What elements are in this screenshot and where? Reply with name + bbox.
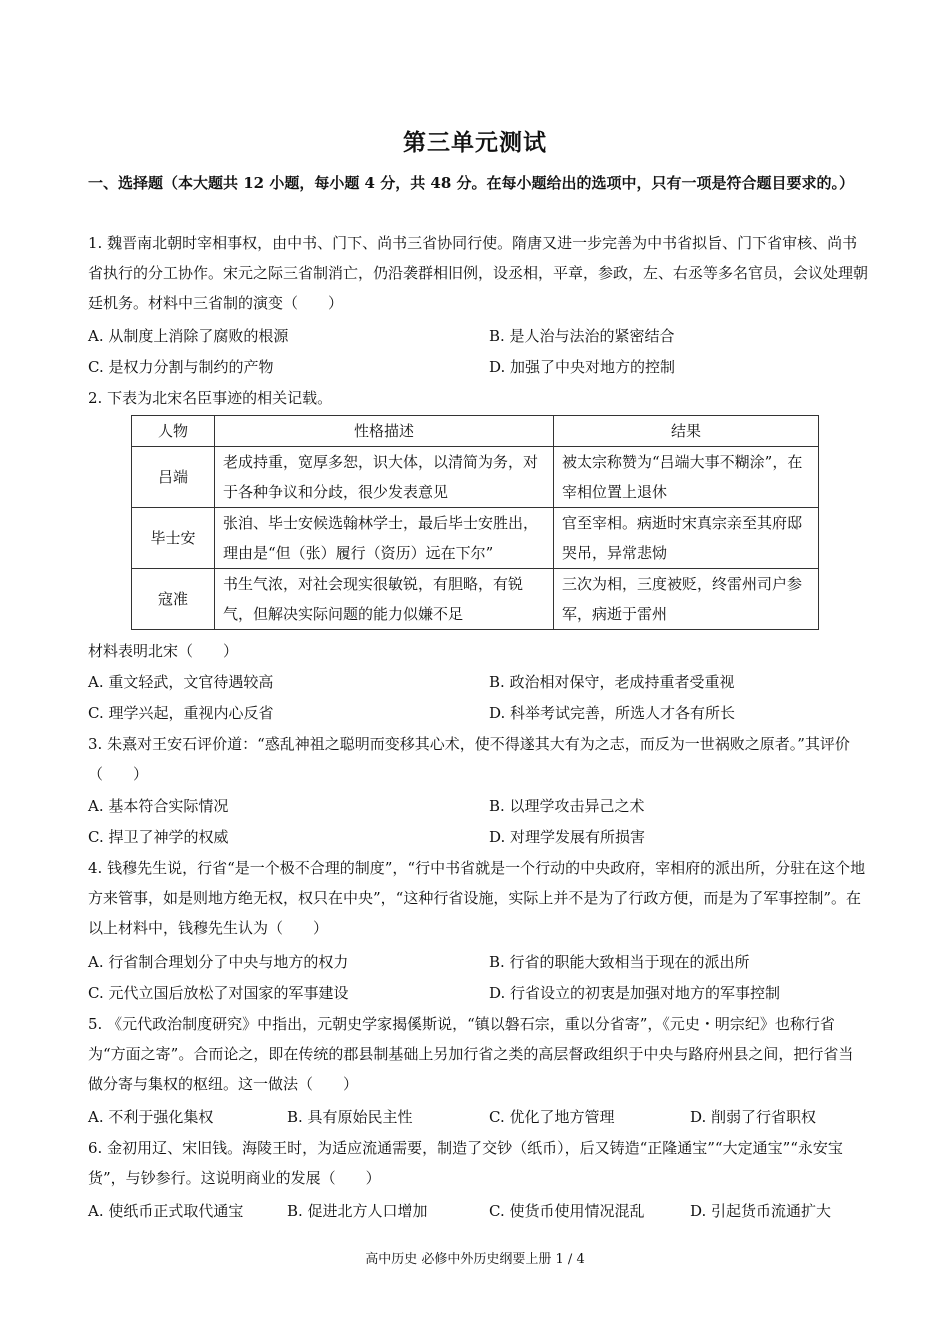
- table-cell-description: 张洎、毕士安候选翰林学士，最后毕士安胜出，理由是“但（张）履行（资历）远在下尔”: [215, 508, 554, 569]
- table-cell-result: 官至宰相。病逝时宋真宗亲至其府邸哭吊，异常悲恸: [554, 508, 819, 569]
- question-2-option-a: A. 重文轻武，文官待遇较高: [88, 673, 274, 691]
- table-row: [132, 447, 819, 508]
- question-5-option-a: A. 不利于强化集权: [88, 1108, 214, 1126]
- question-2-table: [131, 415, 819, 630]
- question-3-option-b: B. 以理学攻击异己之术: [489, 797, 645, 815]
- question-6-option-b: B. 促进北方人口增加: [287, 1202, 428, 1220]
- question-1-option-b: B. 是人治与法治的紧密结合: [489, 327, 675, 345]
- question-3-option-d: D. 对理学发展有所损害: [489, 828, 646, 846]
- table-header-row: [132, 416, 819, 447]
- table-header-cell: 结果: [554, 416, 819, 447]
- question-4-stem: 4. 钱穆先生说，行省“是一个极不合理的制度”，“行中书省就是一个行动的中央政府，宰相府的派出所，分驻在这个地方来管事，如是则地方绝无权，权只在中央”，“这种行省设施，实际上并不是为了行政方便，而是为了军事控制”。在以上材料中，钱穆先生认为（ ）: [88, 859, 866, 937]
- question-4-option-c: C. 元代立国后放松了对国家的军事建设: [88, 984, 349, 1002]
- question-3-option-c: C. 捍卫了神学的权威: [88, 828, 229, 846]
- table-row: [132, 569, 819, 630]
- page-title: 第三单元测试: [403, 129, 547, 156]
- table-header-cell: 性格描述: [215, 416, 554, 447]
- question-5-option-d: D. 削弱了行省职权: [690, 1108, 817, 1126]
- question-1-option-d: D. 加强了中央对地方的控制: [489, 358, 676, 376]
- question-1-option-a: A. 从制度上消除了腐败的根源: [88, 327, 289, 345]
- table-cell-description: 老成持重，宽厚多恕，识大体，以清简为务，对于各种争议和分歧，很少发表意见: [215, 447, 554, 508]
- question-3-stem: 3. 朱熹对王安石评价道：“惑乱神祖之聪明而变移其心术，使不得遂其大有为之志，而反为一世祸败之原者。”其评价（ ）: [88, 735, 850, 783]
- question-5-stem: 5. 《元代政治制度研究》中指出，元朝史学家揭傒斯说，“镇以磐石宗，重以分省寄”，《元史・明宗纪》也称行省为“方面之寄”。合而论之，即在传统的郡县制基础上另加行省之类的高层督政组织于中央与路府州县之间，把行省当做分寄与集权的枢纽。这一做法（ ）: [88, 1015, 854, 1093]
- question-4-option-d: D. 行省设立的初衷是加强对地方的军事控制: [489, 984, 781, 1002]
- table-header-cell: 人物: [132, 416, 215, 447]
- question-2-stem: 2. 下表为北宋名臣事迹的相关记载。: [88, 389, 333, 407]
- table-cell-person: 毕士安: [132, 508, 215, 569]
- table-cell-person: 寇准: [132, 569, 215, 630]
- question-2-option-d: D. 科举考试完善，所选人才各有所长: [489, 704, 736, 722]
- question-6-stem: 6. 金初用辽、宋旧钱。海陵王时，为适应流通需要，制造了交钞（纸币），后又铸造“正隆通宝”“大定通宝”“永安宝货”，与钞参行。这说明商业的发展（ ）: [88, 1139, 843, 1187]
- question-4-option-b: B. 行省的职能大致相当于现在的派出所: [489, 953, 750, 971]
- section-heading: 一、选择题（本大题共 12 小题，每小题 4 分，共 48 分。在每小题给出的选项中，只有一项是符合题目要求的。）: [88, 174, 855, 192]
- question-3-option-a: A. 基本符合实际情况: [88, 797, 229, 815]
- question-1-option-c: C. 是权力分割与制约的产物: [88, 358, 274, 376]
- question-2-prompt: 材料表明北宋（ ）: [88, 642, 239, 660]
- table-cell-result: 三次为相，三度被贬，终雷州司户参军，病逝于雷州: [554, 569, 819, 630]
- page-footer: 高中历史 必修中外历史纲要上册 1 / 4: [365, 1252, 585, 1267]
- table-cell-description: 书生气浓，对社会现实很敏锐，有胆略，有锐气，但解决实际问题的能力似嫌不足: [215, 569, 554, 630]
- question-2-option-b: B. 政治相对保守，老成持重者受重视: [489, 673, 735, 691]
- question-5-option-b: B. 具有原始民主性: [287, 1108, 413, 1126]
- question-5-option-c: C. 优化了地方管理: [489, 1108, 615, 1126]
- question-6-option-a: A. 使纸币正式取代通宝: [88, 1202, 244, 1220]
- table-cell-result: 被太宗称赞为“吕端大事不糊涂”，在宰相位置上退休: [554, 447, 819, 508]
- question-6-option-d: D. 引起货币流通扩大: [690, 1202, 832, 1220]
- question-4-option-a: A. 行省制合理划分了中央与地方的权力: [88, 953, 349, 971]
- table-row: [132, 508, 819, 569]
- question-2-option-c: C. 理学兴起，重视内心反省: [88, 704, 274, 722]
- question-1-stem: 1. 魏晋南北朝时宰相事权，由中书、门下、尚书三省协同行使。隋唐又进一步完善为中书省拟旨、门下省审核、尚书省执行的分工协作。宋元之际三省制消亡，仍沿袭群相旧例，设丞相，平章，参政，左、右丞等多名官员，会议处理朝廷机务。材料中三省制的演变（ ）: [88, 234, 869, 312]
- table-cell-person: 吕端: [132, 447, 215, 508]
- question-6-option-c: C. 使货币使用情况混乱: [489, 1202, 645, 1220]
